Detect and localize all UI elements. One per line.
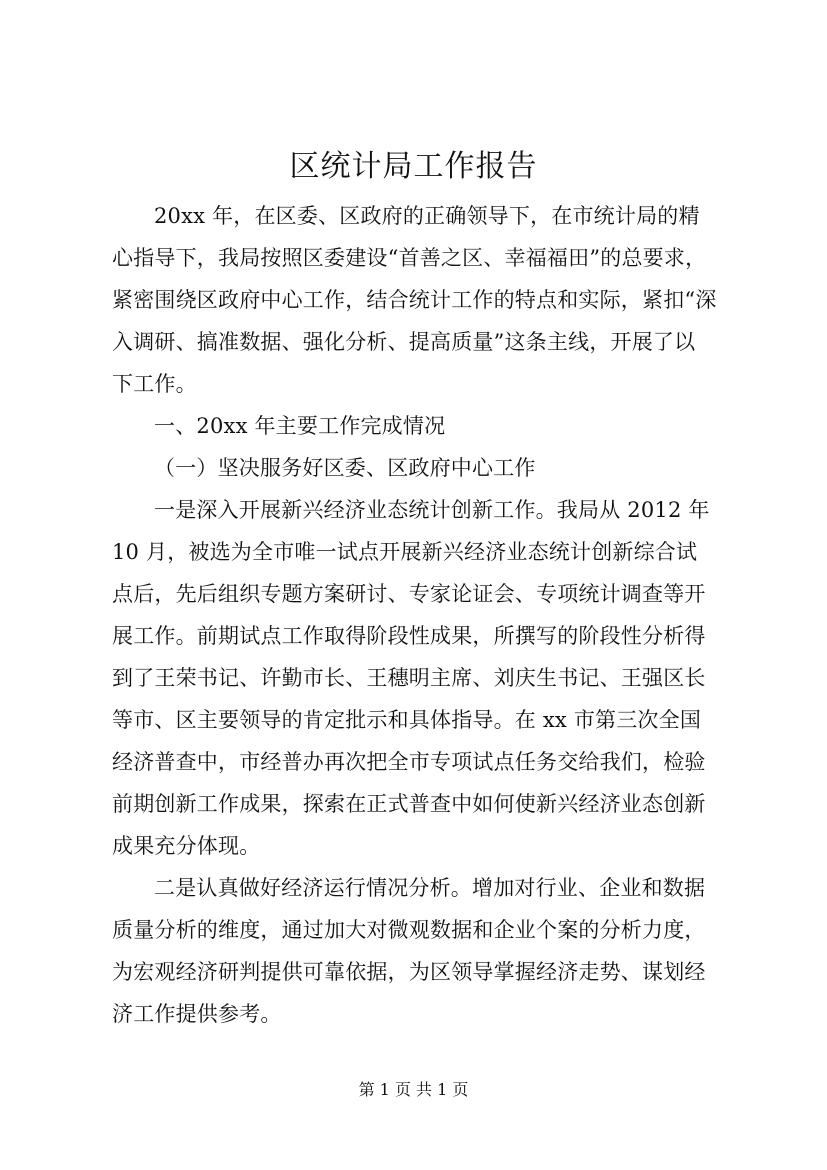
text-line: （一）坚决服务好区委、区政府中心工作 (154, 456, 536, 480)
text-line: 点后，先后组织专题方案研讨、专家论证会、专项统计调查等开 (112, 582, 706, 606)
text-line: 成果充分体现。 (112, 834, 261, 858)
page-footer: 第 1 页 共 1 页 (358, 1080, 469, 1099)
text-line: 二是认真做好经济运行情况分析。增加对行业、企业和数据 (154, 876, 706, 900)
text-line: 下工作。 (112, 372, 197, 396)
text-line: 为宏观经济研判提供可靠依据，为区领导掌握经济走势、谋划经 (112, 960, 706, 984)
text-line: 紧密围绕区政府中心工作，结合统计工作的特点和实际，紧扣“深 (112, 288, 717, 312)
paragraph-intro (112, 195, 742, 405)
text-line: 20xx 年，在区委、区政府的正确领导下，在市统计局的精 (154, 204, 700, 228)
text-line: 到了王荣书记、许勤市长、王穗明主席、刘庆生书记、王强区长 (112, 666, 706, 690)
paragraph-item-2 (112, 867, 742, 1035)
text-line: 入调研、搞准数据、强化分析、提高质量”这条主线，开展了以 (112, 330, 696, 354)
text-line: 一、20xx 年主要工作完成情况 (154, 414, 446, 438)
text-line: 经济普查中，市经普办再次把全市专项试点任务交给我们，检验 (112, 750, 706, 774)
text-line: 一是深入开展新兴经济业态统计创新工作。我局从 2012 年 (154, 498, 710, 522)
text-line: 展工作。前期试点工作取得阶段性成果，所撰写的阶段性分析得 (112, 624, 706, 648)
text-line: 济工作提供参考。 (112, 1002, 282, 1026)
text-line: 10 月，被选为全市唯一试点开展新兴经济业态统计创新综合试 (112, 540, 698, 564)
document-body (112, 195, 742, 1035)
text-line: 质量分析的维度，通过加大对微观数据和企业个案的分析力度， (112, 918, 706, 942)
document-title: 区统计局工作报告 (289, 149, 538, 184)
text-line: 心指导下，我局按照区委建设“首善之区、幸福福田”的总要求， (112, 246, 707, 270)
text-line: 等市、区主要领导的肯定批示和具体指导。在 xx 市第三次全国 (112, 708, 702, 732)
section-heading-1 (112, 405, 742, 447)
subsection-heading-1 (112, 447, 742, 489)
text-line: 前期创新工作成果，探索在正式普查中如何使新兴经济业态创新 (112, 792, 706, 816)
paragraph-item-1 (112, 489, 742, 867)
